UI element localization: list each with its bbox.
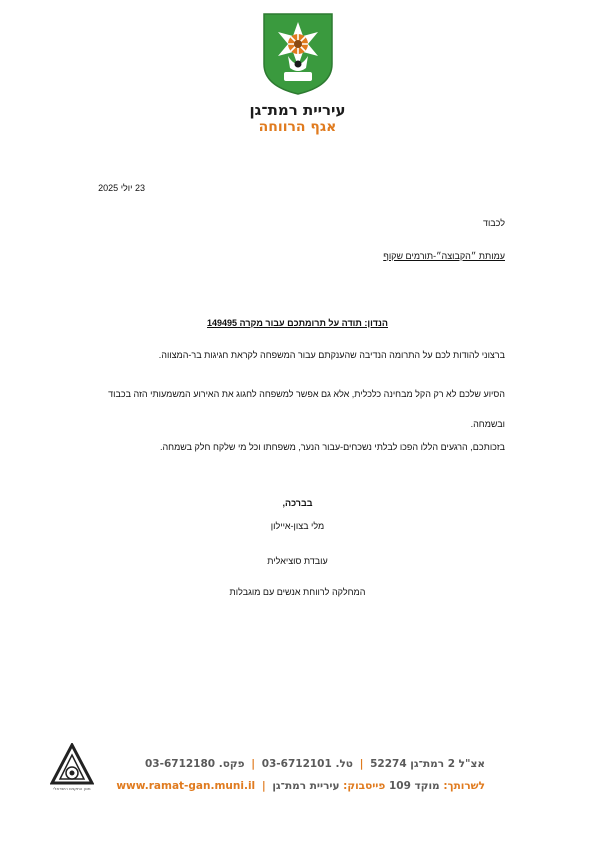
- department-name: אגף הרווחה: [258, 119, 337, 135]
- subject-line: הנדון: תודה על תרומתכם עבור מקרה 149495: [207, 318, 388, 328]
- footer-facebook[interactable]: עיריית רמת־גן: [272, 780, 340, 792]
- greeting: לכבוד: [482, 218, 505, 228]
- letter-date: 23 יולי 2025: [98, 183, 145, 193]
- footer-phone: 03-6712101: [261, 758, 332, 770]
- footer-hotline: מוקד 109: [388, 780, 440, 792]
- municipality-emblem-logo: [262, 12, 334, 96]
- signer-name: מלי בצון-איילון: [270, 521, 325, 531]
- footer-fax-label: פקס.: [218, 758, 245, 770]
- body-paragraph: הסיוע שלכם לא רק הקל מבחינה כלכלית, אלא גם אפשר למשפחה לחגוג את האירוע המשמעותי הזה בכבוד ובשמחה.: [108, 389, 505, 429]
- footer-phone-label: טל.: [335, 758, 353, 770]
- footer-separator: |: [261, 780, 266, 792]
- body-paragraph: ברצוני להודות לכם על התרומה הנדיבה שהענקתם עבור המשפחה לקראת חגיגות בר-המצווה.: [158, 350, 505, 360]
- body-paragraph: בזכותכם, הרגעים הללו הפכו לבלתי נשכחים-עבור הנער, משפחתו וכל מי שלקח חלק בשמחה.: [159, 442, 505, 452]
- signer-department: המחלקה לרווחת אנשים עם מוגבלות: [229, 587, 366, 597]
- signer-role: עובדת סוציאלית: [267, 556, 328, 566]
- footer-service-line: [115, 780, 485, 792]
- municipality-name: עיריית רמת־גן: [249, 101, 346, 119]
- closing: בברכה,: [282, 498, 313, 508]
- footer-contact-line: [115, 758, 485, 770]
- footer-separator: |: [251, 758, 256, 770]
- recipient: עמותת ״הקבוצה״-תורמים שקוף: [383, 251, 505, 261]
- footer-facebook-label: פייסבוק:: [343, 780, 386, 792]
- standards-institute-caption: מכון התקנים הישראלי: [53, 786, 91, 791]
- footer-separator: |: [359, 758, 364, 770]
- footer-address: אצ"ל 2 רמת־גן 52274: [370, 758, 485, 770]
- footer-service-label: לשרותך:: [443, 780, 485, 792]
- footer-fax: 03-6712180: [144, 758, 216, 770]
- footer-website-link[interactable]: www.ramat-gan.muni.il: [116, 780, 256, 792]
